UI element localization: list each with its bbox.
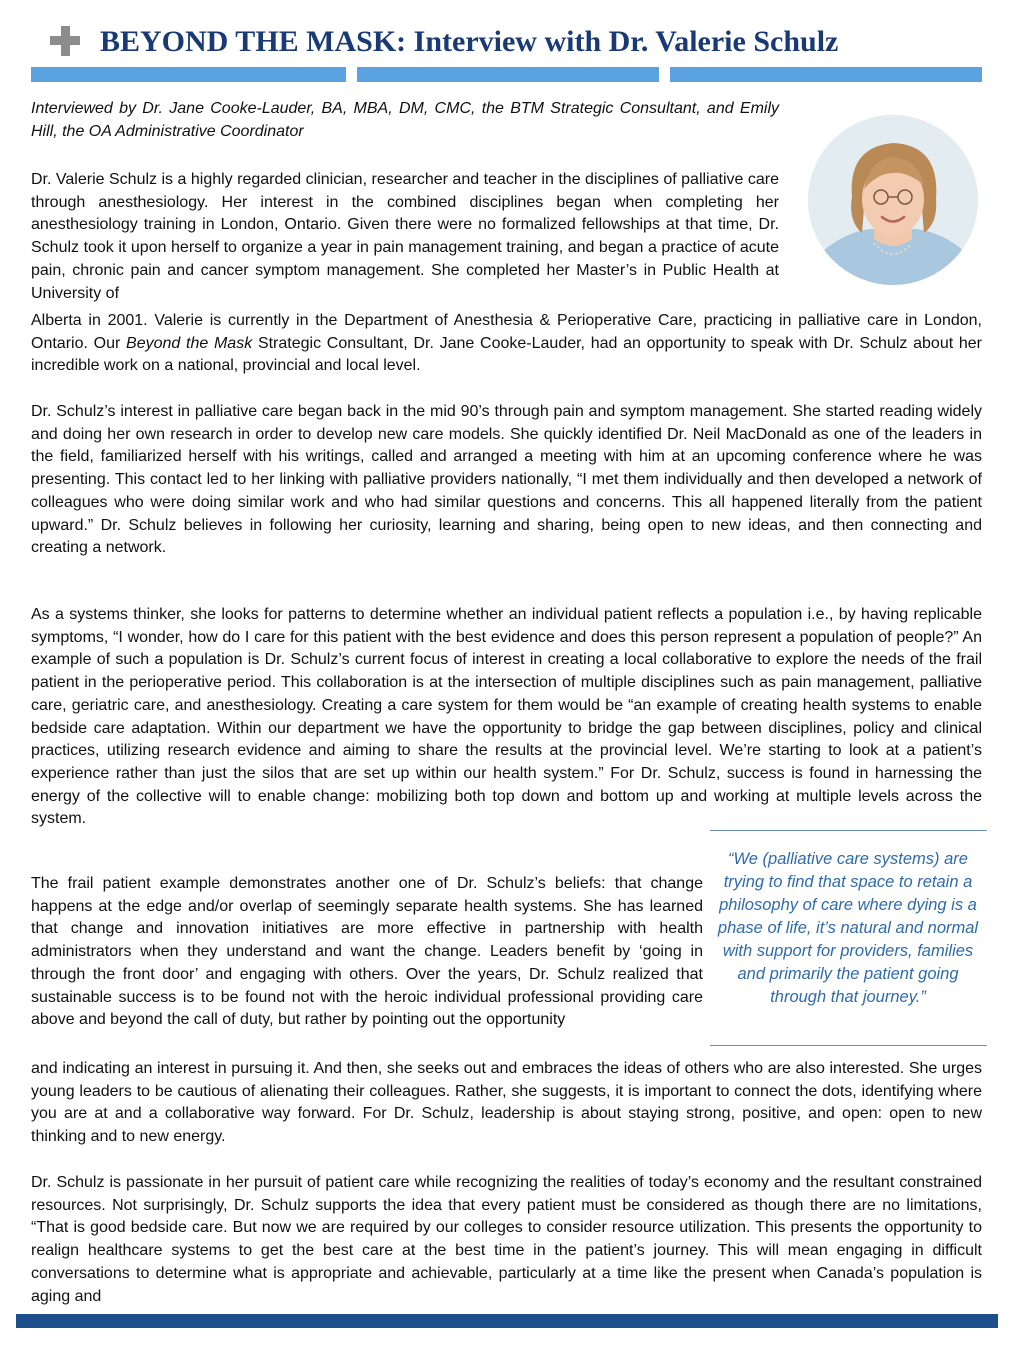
header-accent-bar xyxy=(31,67,346,82)
page-title: BEYOND THE MASK: Interview with Dr. Valerie Schulz xyxy=(100,25,839,58)
paragraph xyxy=(31,310,982,378)
paragraph: Dr. Schulz is passionate in her pursuit of patient care while recognizing the realities of today’s economy and the resultant constrained resources. Not surprisingly, Dr. Schulz supports the idea that every patient must be considered as though there are no limitations, “That is good bedside care. But now we are required by our colleges to consider resource utilization. This presents the opportunity to realign healthcare systems to get the best care at the best time in the patient’s journey. This will mean engaging in difficult conversations to determine what is appropriate and achievable, particularly at a time like the present when Canada’s population is aging and xyxy=(31,1174,982,1305)
paragraph: and indicating an interest in pursuing it. And then, she seeks out and embraces the ideas of others who are also interested. She urges young leaders to be cautious of alienating their colleagues. Rather, she suggests, it is important to connect the dots, identifying where you are at and a collaborative way forward. For Dr. Schulz, leadership is about staying strong, positive, and open: open to new thinking and to new energy. xyxy=(31,1060,982,1146)
header-accent-bar xyxy=(670,67,982,82)
page-header xyxy=(50,18,990,66)
paragraph: As a systems thinker, she looks for patterns to determine whether an individual patient reflects a population i.e., by having replicable symptoms, “I wonder, how do I care for this patient with the best evidence and does this person represent a population of people?” An example of such a population is Dr. Schulz’s current focus of interest in creating a local collaborative to explore the needs of the frail patient in the perioperative period. This collaboration is at the intersection of multiple disciplines such as pain management, palliative care, geriatric care, and anesthesiology. Creating a care system for them would be “an example of creating health systems to enable bedside care adaptation. Within our department we have the opportunity to bridge the gap between disciplines, policy and clinical practices, utilizing research evidence and aiming to share the results at the provincial level. We’re starting to look at a patient’s experience rather than just the silos that are set up within our health system.” For Dr. Schulz, success is found in harnessing the energy of the collective will to enable change: mobilizing both top down and bottom up and working at multiple levels across the system. xyxy=(31,606,982,828)
pull-quote-rule xyxy=(710,830,987,831)
portrait-photo xyxy=(808,115,978,285)
header-accent-bar xyxy=(357,67,659,82)
byline: Interviewed by Dr. Jane Cooke-Lauder, BA, MBA, DM, CMC, the BTM Strategic Consultant, and Emily Hill, the OA Administrative Coordinator xyxy=(31,100,779,140)
paragraph: Dr. Schulz’s interest in palliative care began back in the mid 90’s through pain and symptom management. She started reading widely and doing her own research in order to develop new care models. She quickly identified Dr. Neil MacDonald as one of the leaders in the field, familiarized herself with his writings, called and arranged a meeting with him at an upcoming conference where he was presenting. This contact led to her linking with palliative providers nationally, “I met them individually and then developed a network of colleagues who were doing similar work and who had similar questions and concerns. This all happened literally from the patient upward.” Dr. Schulz believes in following her curiosity, learning and sharing, being open to new ideas, and then connecting and creating a network. xyxy=(31,403,982,557)
plus-icon xyxy=(50,26,80,56)
text-run: Strategic Consultant, Dr. Jane Cooke-Lauder, had an opportunity to speak with Dr. Schulz about her incredible work on a national, provincial and local level. xyxy=(31,334,983,375)
publication-title: Beyond the Mask xyxy=(126,334,253,352)
footer-bar xyxy=(16,1314,998,1328)
portrait-illustration xyxy=(808,115,978,285)
text-run: Alberta in 2001. Valerie is currently in the Department of Anesthesia & Perioperative Care, practicing in palliative care in London, Ontario. Our xyxy=(31,312,982,352)
paragraph: The frail patient example demonstrates another one of Dr. Schulz’s beliefs: that change happens at the edge and/or overlap of seemingly separate health systems. She has learned that change and innovation initiatives are more effective in partnership with health administrators when they understand and want the change. Leaders benefit by ‘going in through the front door’ and engaging with others. Over the years, Dr. Schulz realized that sustainable success is to be found not with the heroic individual professional providing care above and beyond the call of duty, but rather by pointing out the opportunity xyxy=(31,875,703,1029)
paragraph: Dr. Valerie Schulz is a highly regarded clinician, researcher and teacher in the disciplines of palliative care through anesthesiology. Her interest in the combined disciplines began when completing her anesthesiology training in London, Ontario. Given there were no formalized fellowships at that time, Dr. Schulz took it upon herself to organize a year in pain management training, and began a practice of acute pain, chronic pain and cancer symptom management. She completed her Master’s in Public Health at University of xyxy=(31,171,779,302)
pull-quote-rule xyxy=(710,1045,987,1046)
pull-quote: “We (palliative care systems) are trying to find that space to retain a philosophy of care where dying is a phase of life, it’s natural and normal with support for providers, families and primarily the patient going through that journey.” xyxy=(717,850,979,1006)
